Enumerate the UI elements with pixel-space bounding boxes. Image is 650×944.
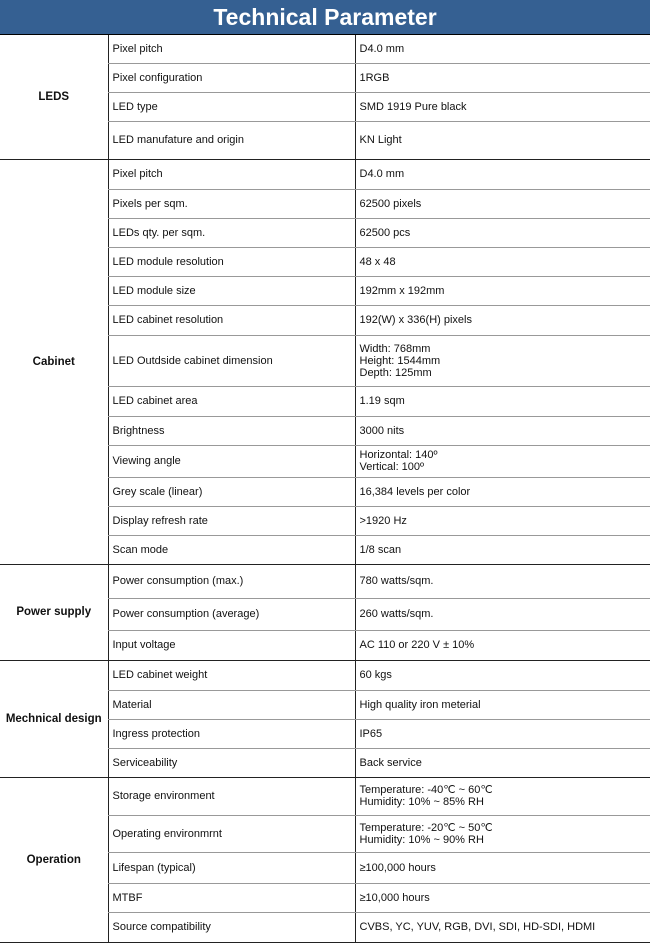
group-label: LEDS	[0, 35, 108, 159]
parameter-name: LEDs qty. per sqm.	[108, 218, 355, 247]
spec-table	[0, 35, 650, 943]
parameter-value: Horizontal: 140º Vertical: 100º	[355, 445, 650, 477]
parameter-value: 16,384 levels per color	[355, 477, 650, 506]
parameter-value: ≥100,000 hours	[355, 852, 650, 883]
parameter-value: 192mm x 192mm	[355, 276, 650, 305]
parameter-value: 48 x 48	[355, 247, 650, 276]
group-label: Cabinet	[0, 159, 108, 564]
parameter-name: Display refresh rate	[108, 506, 355, 535]
parameter-name: Operating environmrnt	[108, 815, 355, 852]
parameter-value: 3000 nits	[355, 416, 650, 445]
parameter-value: Temperature: -20℃ ~ 50℃ Humidity: 10% ~ 90% RH	[355, 815, 650, 852]
parameter-value: IP65	[355, 719, 650, 748]
group-label: Power supply	[0, 564, 108, 660]
parameter-value: 1RGB	[355, 63, 650, 92]
parameter-value: Back service	[355, 748, 650, 777]
parameter-name: MTBF	[108, 883, 355, 912]
parameter-name: LED type	[108, 92, 355, 121]
table-row	[0, 777, 650, 815]
group-label: Operation	[0, 777, 108, 942]
parameter-name: LED module size	[108, 276, 355, 305]
parameter-name: Power consumption (max.)	[108, 564, 355, 598]
page-title: Technical Parameter	[0, 0, 650, 35]
table-row	[0, 660, 650, 690]
parameter-name: LED module resolution	[108, 247, 355, 276]
parameter-name: LED cabinet resolution	[108, 305, 355, 335]
parameter-name: Power consumption (average)	[108, 598, 355, 630]
parameter-name: Source compatibility	[108, 912, 355, 942]
parameter-value: >1920 Hz	[355, 506, 650, 535]
parameter-value: 192(W) x 336(H) pixels	[355, 305, 650, 335]
parameter-name: Lifespan (typical)	[108, 852, 355, 883]
parameter-value: 62500 pixels	[355, 189, 650, 218]
parameter-value: 780 watts/sqm.	[355, 564, 650, 598]
parameter-value: 260 watts/sqm.	[355, 598, 650, 630]
parameter-name: LED cabinet area	[108, 386, 355, 416]
parameter-name: Scan mode	[108, 535, 355, 564]
parameter-value: D4.0 mm	[355, 159, 650, 189]
parameter-name: Viewing angle	[108, 445, 355, 477]
parameter-value: KN Light	[355, 121, 650, 159]
table-row	[0, 564, 650, 598]
parameter-name: LED Outdside cabinet dimension	[108, 335, 355, 386]
table-row	[0, 35, 650, 63]
parameter-value: SMD 1919 Pure black	[355, 92, 650, 121]
parameter-name: Grey scale (linear)	[108, 477, 355, 506]
parameter-value: 62500 pcs	[355, 218, 650, 247]
parameter-name: Pixel configuration	[108, 63, 355, 92]
table-row	[0, 159, 650, 189]
parameter-value: AC 110 or 220 V ± 10%	[355, 630, 650, 660]
parameter-name: Input voltage	[108, 630, 355, 660]
parameter-value: D4.0 mm	[355, 35, 650, 63]
parameter-value: Width: 768mm Height: 1544mm Depth: 125mm	[355, 335, 650, 386]
parameter-value: CVBS, YC, YUV, RGB, DVI, SDI, HD-SDI, HDMI	[355, 912, 650, 942]
parameter-name: Pixel pitch	[108, 35, 355, 63]
parameter-name: Material	[108, 690, 355, 719]
parameter-value: High quality iron meterial	[355, 690, 650, 719]
parameter-name: Pixels per sqm.	[108, 189, 355, 218]
parameter-name: LED manufature and origin	[108, 121, 355, 159]
group-label: Mechnical design	[0, 660, 108, 777]
parameter-name: LED cabinet weight	[108, 660, 355, 690]
parameter-name: Serviceability	[108, 748, 355, 777]
parameter-value: 1.19 sqm	[355, 386, 650, 416]
parameter-value: ≥10,000 hours	[355, 883, 650, 912]
parameter-name: Pixel pitch	[108, 159, 355, 189]
parameter-value: 60 kgs	[355, 660, 650, 690]
parameter-name: Storage environment	[108, 777, 355, 815]
parameter-value: 1/8 scan	[355, 535, 650, 564]
parameter-name: Brightness	[108, 416, 355, 445]
parameter-value: Temperature: -40℃ ~ 60℃ Humidity: 10% ~ 85% RH	[355, 777, 650, 815]
parameter-name: Ingress protection	[108, 719, 355, 748]
